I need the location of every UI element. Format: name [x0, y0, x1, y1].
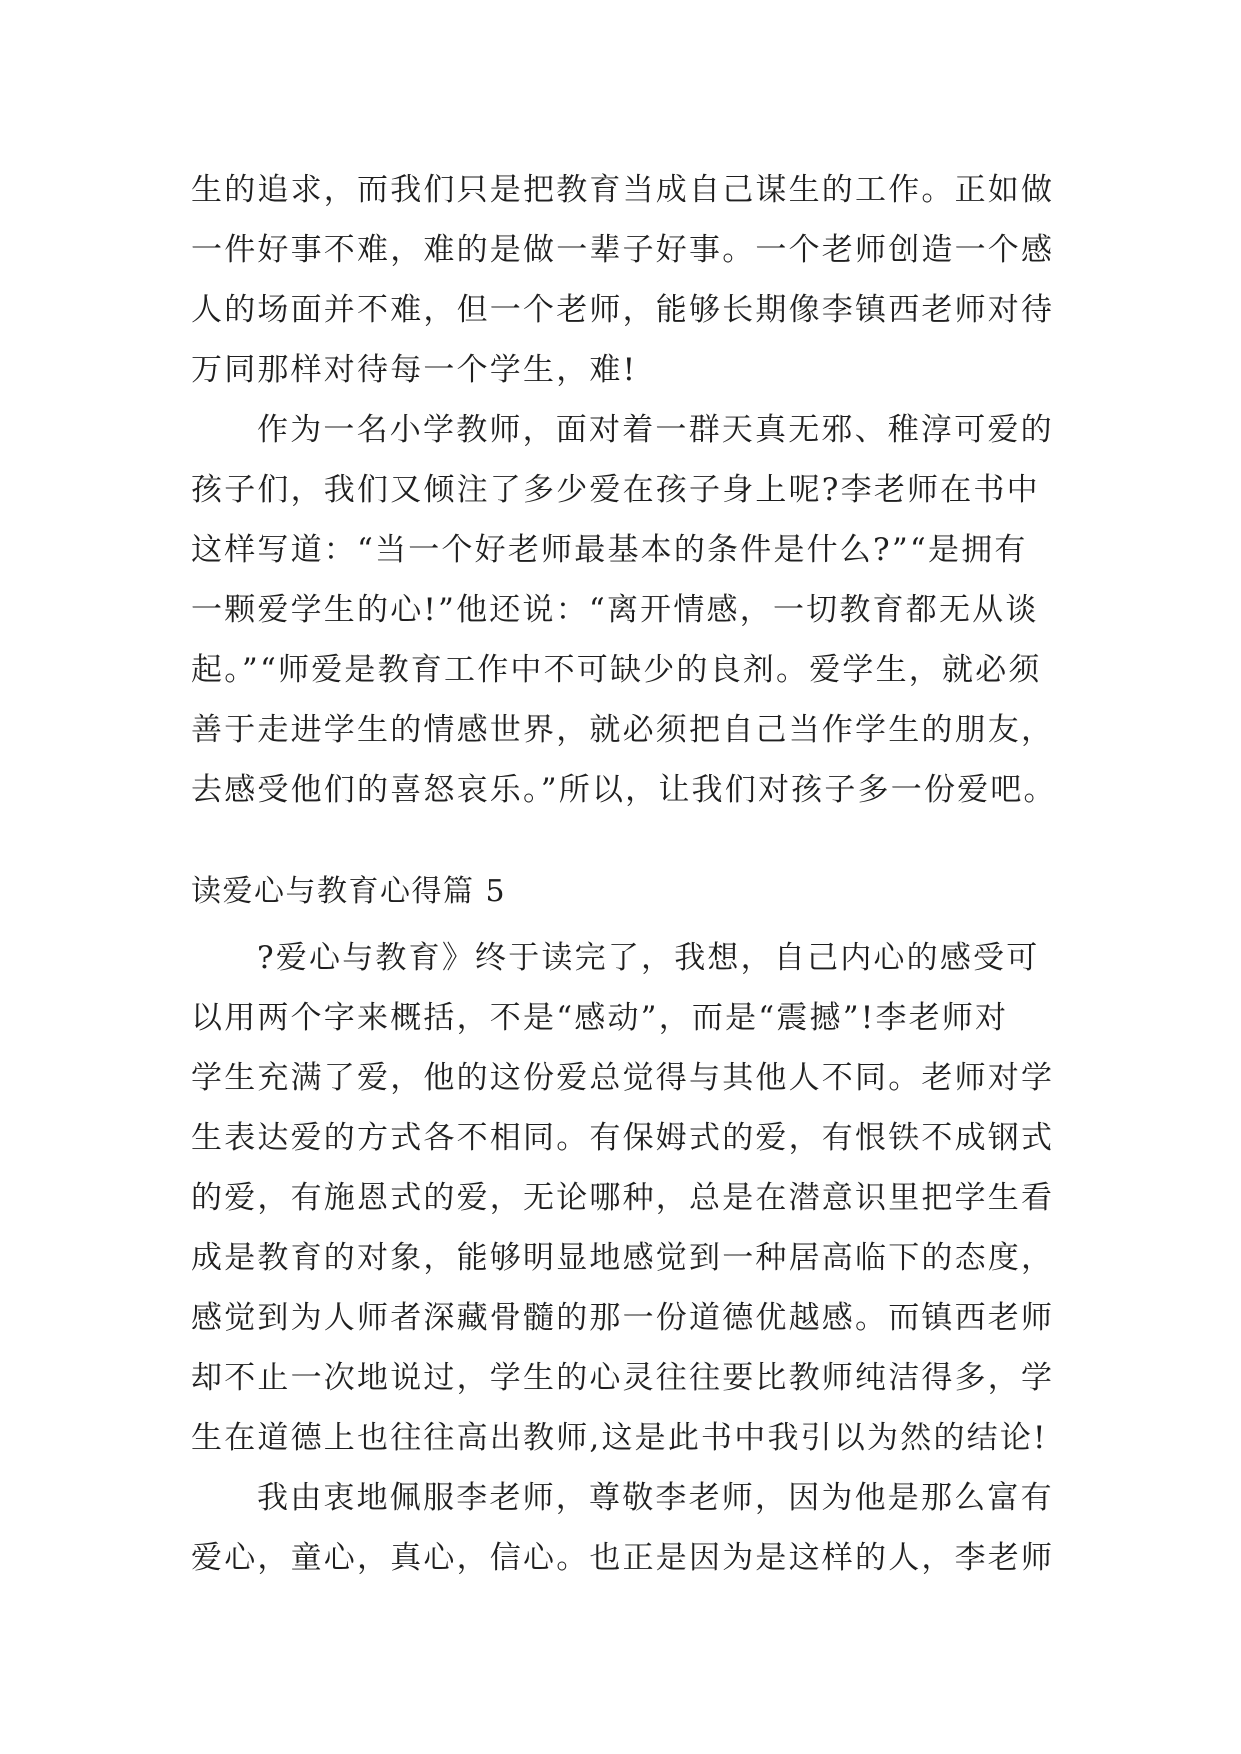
text-line: 万同那样对待每一个学生，难!	[191, 352, 638, 388]
text-line: 起。”“师爱是教育工作中不可缺少的良剂。爱学生，就必须	[191, 652, 1042, 688]
text-line: 以用两个字来概括，不是“感动”，而是“震撼”!李老师对	[191, 1000, 1009, 1036]
text-line: 一颗爱学生的心!”他还说：“离开情感，一切教育都无从谈	[191, 592, 1039, 628]
text-line: 孩子们，我们又倾注了多少爱在孩子身上呢?李老师在书中	[191, 472, 1040, 508]
text-line: 生表达爱的方式各不相同。有保姆式的爱，有恨铁不成钢式	[191, 1120, 1055, 1156]
text-line: 一件好事不难，难的是做一辈子好事。一个老师创造一个感	[191, 232, 1055, 268]
text-line: 感觉到为人师者深藏骨髓的那一份道德优越感。而镇西老师	[191, 1300, 1055, 1336]
text-line: 爱心，童心，真心，信心。也正是因为是这样的人，李老师	[191, 1540, 1055, 1576]
text-line: 成是教育的对象，能够明显地感觉到一种居高临下的态度，	[191, 1240, 1055, 1276]
text-line: 却不止一次地说过，学生的心灵往往要比教师纯洁得多，学	[191, 1360, 1055, 1396]
text-line: 这样写道：“当一个好老师最基本的条件是什么?”“是拥有	[191, 532, 1028, 568]
essay-section-1	[191, 160, 1057, 820]
text-line: 学生充满了爱，他的这份爱总觉得与其他人不同。老师对学	[191, 1060, 1055, 1096]
paragraph-start-line: 作为一名小学教师，面对着一群天真无邪、稚淳可爱的	[257, 412, 1054, 448]
text-line: 善于走进学生的情感世界，就必须把自己当作学生的朋友，	[191, 712, 1055, 748]
paragraph-start-line: 我由衷地佩服李老师，尊敬李老师，因为他是那么富有	[257, 1480, 1054, 1516]
paragraph-start-line: ?爱心与教育》终于读完了，我想，自己内心的感受可	[257, 940, 1040, 976]
section-heading: 读爱心与教育心得篇 5	[191, 874, 507, 909]
essay-section-2	[191, 928, 1053, 1588]
text-line: 生的追求，而我们只是把教育当成自己谋生的工作。正如做	[191, 172, 1055, 208]
text-line: 去感受他们的喜怒哀乐。”所以，让我们对孩子多一份爱吧。	[191, 772, 1057, 808]
text-line: 的爱，有施恩式的爱，无论哪种，总是在潜意识里把学生看	[191, 1180, 1055, 1216]
text-line: 人的场面并不难，但一个老师，能够长期像李镇西老师对待	[191, 292, 1055, 328]
text-line: 生在道德上也往往高出教师,这是此书中我引以为然的结论!	[191, 1420, 1048, 1456]
